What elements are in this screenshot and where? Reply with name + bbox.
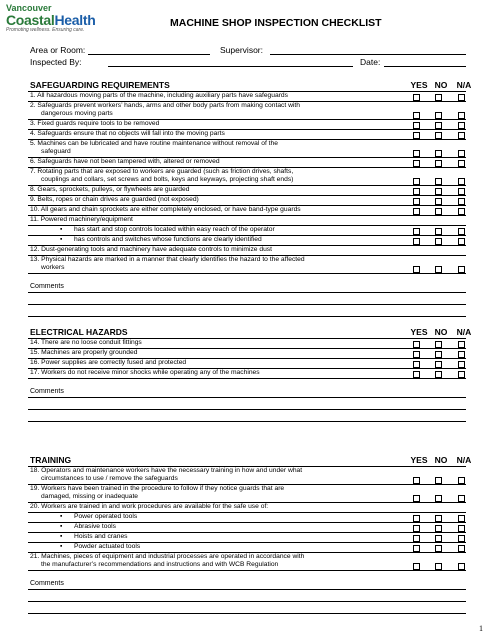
row-text-line: safeguard (41, 148, 71, 155)
row-text-line: 5. Machines can be lubricated and have routine maintenance without removal of the (30, 140, 278, 147)
checklist-row (28, 186, 466, 196)
checklist-row (28, 553, 466, 571)
area-field[interactable] (88, 54, 210, 55)
bullet-icon: ▪ (60, 513, 63, 520)
row-text-line: damaged, missing or inadequate (41, 493, 139, 500)
checklist-row (28, 369, 466, 379)
checkbox-yes[interactable] (413, 188, 420, 195)
section-title: TRAINING (30, 455, 72, 465)
row-text-line: 16. Power supplies are correctly fused and protected (30, 359, 187, 366)
checkbox-na[interactable] (458, 515, 465, 522)
checkbox-no[interactable] (435, 371, 442, 378)
row-text (30, 102, 380, 118)
checkbox-yes[interactable] (413, 160, 420, 167)
bullet-icon: ▪ (60, 533, 63, 540)
row-text-line: 21. Machines, pieces of equipment and industrial processes are operated in accordance with (30, 553, 305, 560)
checkbox-na[interactable] (458, 228, 465, 235)
comment-line[interactable] (28, 292, 466, 293)
column-header-no: NO (434, 455, 448, 465)
checklist-row (28, 130, 466, 140)
checkbox-yes[interactable] (413, 228, 420, 235)
checklist-row (28, 533, 466, 543)
checklist-row (28, 513, 466, 523)
column-header-yes: YES (410, 327, 428, 337)
checkbox-na[interactable] (458, 132, 465, 139)
checkbox-no[interactable] (435, 341, 442, 348)
checkbox-na[interactable] (458, 160, 465, 167)
checkbox-no[interactable] (435, 563, 442, 570)
section-0 (28, 80, 472, 274)
bullet-icon: ▪ (60, 236, 63, 243)
row-text (30, 256, 380, 272)
checkbox-yes[interactable] (413, 535, 420, 542)
row-text-line: 8. Gears, sprockets, pulleys, or flywheels are guarded (30, 186, 190, 193)
checklist-row (28, 140, 466, 158)
checkbox-no[interactable] (435, 208, 442, 215)
checklist-row (28, 485, 466, 503)
row-text (30, 349, 380, 357)
checkbox-na[interactable] (458, 563, 465, 570)
checklist-row (28, 92, 466, 102)
comment-line[interactable] (28, 409, 466, 410)
row-text (30, 186, 380, 194)
checkbox-no[interactable] (435, 361, 442, 368)
checkbox-no[interactable] (435, 266, 442, 273)
inspected-by-field[interactable] (108, 66, 353, 67)
row-text-line: circumstances to use / remove the safeguards (41, 475, 178, 482)
checkbox-no[interactable] (435, 132, 442, 139)
section-2 (28, 455, 472, 571)
inspected-by-label: Inspected By: (30, 57, 82, 67)
row-text-line: 11. Powered machinery/equipment (30, 216, 133, 223)
logo-health: Health (54, 12, 96, 28)
checkbox-no[interactable] (435, 160, 442, 167)
checkbox-na[interactable] (458, 178, 465, 185)
bullet-icon: ▪ (60, 523, 63, 530)
row-text-line: 20. Workers are trained in and work procedures are available for the safe use of: (30, 503, 269, 510)
row-text-line: 2. Safeguards prevent workers’ hands, arms and other body parts from making contact with (30, 102, 300, 109)
row-text (30, 553, 380, 569)
checkbox-na[interactable] (458, 495, 465, 502)
checkbox-no[interactable] (435, 495, 442, 502)
row-text (30, 206, 380, 214)
checkbox-na[interactable] (458, 188, 465, 195)
row-text-line: 3. Fixed guards require tools to be removed (30, 120, 160, 127)
row-text (30, 140, 380, 156)
checkbox-yes[interactable] (413, 178, 420, 185)
checkbox-yes[interactable] (413, 477, 420, 484)
page-number: 1 (479, 624, 483, 633)
bullet-text: Abrasive tools (74, 523, 117, 530)
comment-line[interactable] (28, 397, 466, 398)
checkbox-yes[interactable] (413, 525, 420, 532)
row-text (30, 120, 380, 128)
checklist-row (28, 523, 466, 533)
checkbox-no[interactable] (435, 122, 442, 129)
checklist-row (28, 226, 466, 236)
checklist-row (28, 102, 466, 120)
section-title: SAFEGUARDING REQUIREMENTS (30, 80, 170, 90)
checkbox-na[interactable] (458, 150, 465, 157)
row-text-line: 10. All gears and chain sprockets are either completely enclosed, or have band-type guards (30, 206, 301, 213)
row-text (30, 485, 380, 501)
row-text-line: 15. Machines are properly grounded (30, 349, 138, 356)
checklist-row (28, 467, 466, 485)
comment-line[interactable] (28, 589, 466, 590)
checklist-row (28, 543, 466, 553)
checklist-row (28, 216, 466, 226)
row-text-line: 7. Rotating parts that are exposed to workers are guarded (such as friction drives, shafts, (30, 168, 294, 175)
row-text (30, 369, 380, 377)
comment-line[interactable] (28, 601, 466, 602)
checkbox-yes[interactable] (413, 371, 420, 378)
comments-label: Comments (30, 388, 64, 395)
row-text (30, 467, 380, 483)
row-text-line: 6. Safeguards have not been tampered with, altered or removed (30, 158, 220, 165)
document-title: MACHINE SHOP INSPECTION CHECKLIST (170, 17, 382, 29)
checklist-row (28, 246, 466, 256)
bullet-text: Hoists and cranes (74, 533, 128, 540)
checkbox-no[interactable] (435, 112, 442, 119)
row-text (30, 196, 380, 204)
checkbox-na[interactable] (458, 361, 465, 368)
column-header-no: NO (434, 327, 448, 337)
checkbox-na[interactable] (458, 525, 465, 532)
checklist-row (28, 503, 466, 513)
checkbox-no[interactable] (435, 188, 442, 195)
checkbox-na[interactable] (458, 238, 465, 245)
checkbox-yes[interactable] (413, 563, 420, 570)
row-text (30, 339, 380, 347)
vch-logo (6, 3, 96, 33)
checkbox-na[interactable] (458, 94, 465, 101)
row-text-line: 1. All hazardous moving parts of the machine, including auxiliary parts have safeguards (30, 92, 288, 99)
row-text-line: couplings and collars, set screws and bolts, keys and keyways, projecting shaft ends) (41, 176, 294, 183)
checkbox-no[interactable] (435, 198, 442, 205)
bullet-text: has start and stop controls located within easy reach of the operator (74, 226, 275, 233)
checkbox-no[interactable] (435, 535, 442, 542)
checklist-row (28, 158, 466, 168)
checkbox-no[interactable] (435, 178, 442, 185)
area-label: Area or Room: (30, 45, 86, 55)
logo-tagline: Promoting wellness. Ensuring care. (6, 27, 85, 33)
checkbox-na[interactable] (458, 371, 465, 378)
row-text-line: 9. Belts, ropes or chain drives are guarded (not exposed) (30, 196, 199, 203)
checklist-row (28, 339, 466, 349)
comment-line[interactable] (28, 304, 466, 305)
checkbox-na[interactable] (458, 535, 465, 542)
row-text-line: 19. Workers have been trained in the procedure to follow if they notice guards that are (30, 485, 285, 492)
comment-line[interactable] (28, 316, 466, 317)
column-header-na: N/A (456, 80, 472, 90)
checklist-row (28, 120, 466, 130)
checkbox-yes[interactable] (413, 198, 420, 205)
checkbox-no[interactable] (435, 545, 442, 552)
bullet-text: Power operated tools (74, 513, 138, 520)
section-1 (28, 327, 472, 379)
column-header-no: NO (434, 80, 448, 90)
checkbox-na[interactable] (458, 545, 465, 552)
checkbox-na[interactable] (458, 198, 465, 205)
checkbox-no[interactable] (435, 228, 442, 235)
row-text (30, 359, 380, 367)
row-text-line: 13. Physical hazards are marked in a manner that clearly identifies the hazard to the affected (30, 256, 305, 263)
checkbox-no[interactable] (435, 477, 442, 484)
section-title: ELECTRICAL HAZARDS (30, 327, 128, 337)
bullet-text: Powder actuated tools (74, 543, 141, 550)
checkbox-na[interactable] (458, 351, 465, 358)
checkbox-yes[interactable] (413, 238, 420, 245)
logo-coastal: Coastal (6, 12, 55, 28)
row-text (30, 158, 380, 166)
comments-label: Comments (30, 283, 64, 290)
column-header-yes: YES (410, 455, 428, 465)
checkbox-no[interactable] (435, 351, 442, 358)
checkbox-yes[interactable] (413, 361, 420, 368)
checklist-row (28, 349, 466, 359)
row-text-line: 12. Dust-generating tools and machinery have adequate controls to minimize dust (30, 246, 273, 253)
checkbox-no[interactable] (435, 238, 442, 245)
row-text (30, 216, 380, 224)
logo-line-2 (6, 12, 96, 28)
row-text-line: dangerous moving parts (41, 110, 113, 117)
row-text (30, 246, 380, 254)
checklist-row (28, 206, 466, 216)
checklist-row (28, 168, 466, 186)
logo-line-1: Vancouver (6, 3, 52, 13)
row-text (30, 130, 380, 138)
section-header (28, 327, 472, 339)
row-text-line: 17. Workers do not receive minor shocks while operating any of the machines (30, 369, 260, 376)
checkbox-no[interactable] (435, 150, 442, 157)
row-text-line: workers (41, 264, 65, 271)
checkbox-na[interactable] (458, 266, 465, 273)
row-text-line: 14. There are no loose conduit fittings (30, 339, 142, 346)
comment-line[interactable] (28, 613, 466, 614)
checkbox-no[interactable] (435, 525, 442, 532)
supervisor-field[interactable] (270, 54, 466, 55)
checkbox-no[interactable] (435, 94, 442, 101)
row-text (30, 168, 380, 184)
checkbox-na[interactable] (458, 477, 465, 484)
checkbox-yes[interactable] (413, 112, 420, 119)
row-text (30, 503, 380, 511)
comment-line[interactable] (28, 421, 466, 422)
checkbox-yes[interactable] (413, 94, 420, 101)
checkbox-na[interactable] (458, 341, 465, 348)
checklist-row (28, 256, 466, 274)
checkbox-yes[interactable] (413, 351, 420, 358)
column-header-na: N/A (456, 455, 472, 465)
checkbox-yes[interactable] (413, 122, 420, 129)
checkbox-na[interactable] (458, 208, 465, 215)
checkbox-yes[interactable] (413, 208, 420, 215)
date-field[interactable] (384, 66, 466, 67)
checkbox-yes[interactable] (413, 341, 420, 348)
checkbox-yes[interactable] (413, 495, 420, 502)
checkbox-na[interactable] (458, 122, 465, 129)
checklist-row (28, 236, 466, 246)
bullet-icon: ▪ (60, 543, 63, 550)
section-header (28, 80, 472, 92)
date-label: Date: (360, 57, 381, 67)
section-header (28, 455, 472, 467)
checkbox-na[interactable] (458, 112, 465, 119)
supervisor-label: Supervisor: (220, 45, 263, 55)
comments-label: Comments (30, 580, 64, 587)
row-text-line: 18. Operators and maintenance workers have the necessary training in how and under what (30, 467, 303, 474)
checkbox-yes[interactable] (413, 515, 420, 522)
checkbox-no[interactable] (435, 515, 442, 522)
row-text-line: the manufacturer’s recommendations and instructions and with WCB Regulation (41, 561, 279, 568)
row-text-line: 4. Safeguards ensure that no objects will fall into the moving parts (30, 130, 225, 137)
checklist-row (28, 196, 466, 206)
column-header-yes: YES (410, 80, 428, 90)
checkbox-yes[interactable] (413, 150, 420, 157)
row-text (30, 92, 380, 100)
checklist-row (28, 359, 466, 369)
checkbox-yes[interactable] (413, 545, 420, 552)
column-header-na: N/A (456, 327, 472, 337)
checkbox-yes[interactable] (413, 132, 420, 139)
bullet-text: has controls and switches whose functions are clearly identified (74, 236, 262, 243)
bullet-icon: ▪ (60, 226, 63, 233)
checkbox-yes[interactable] (413, 266, 420, 273)
